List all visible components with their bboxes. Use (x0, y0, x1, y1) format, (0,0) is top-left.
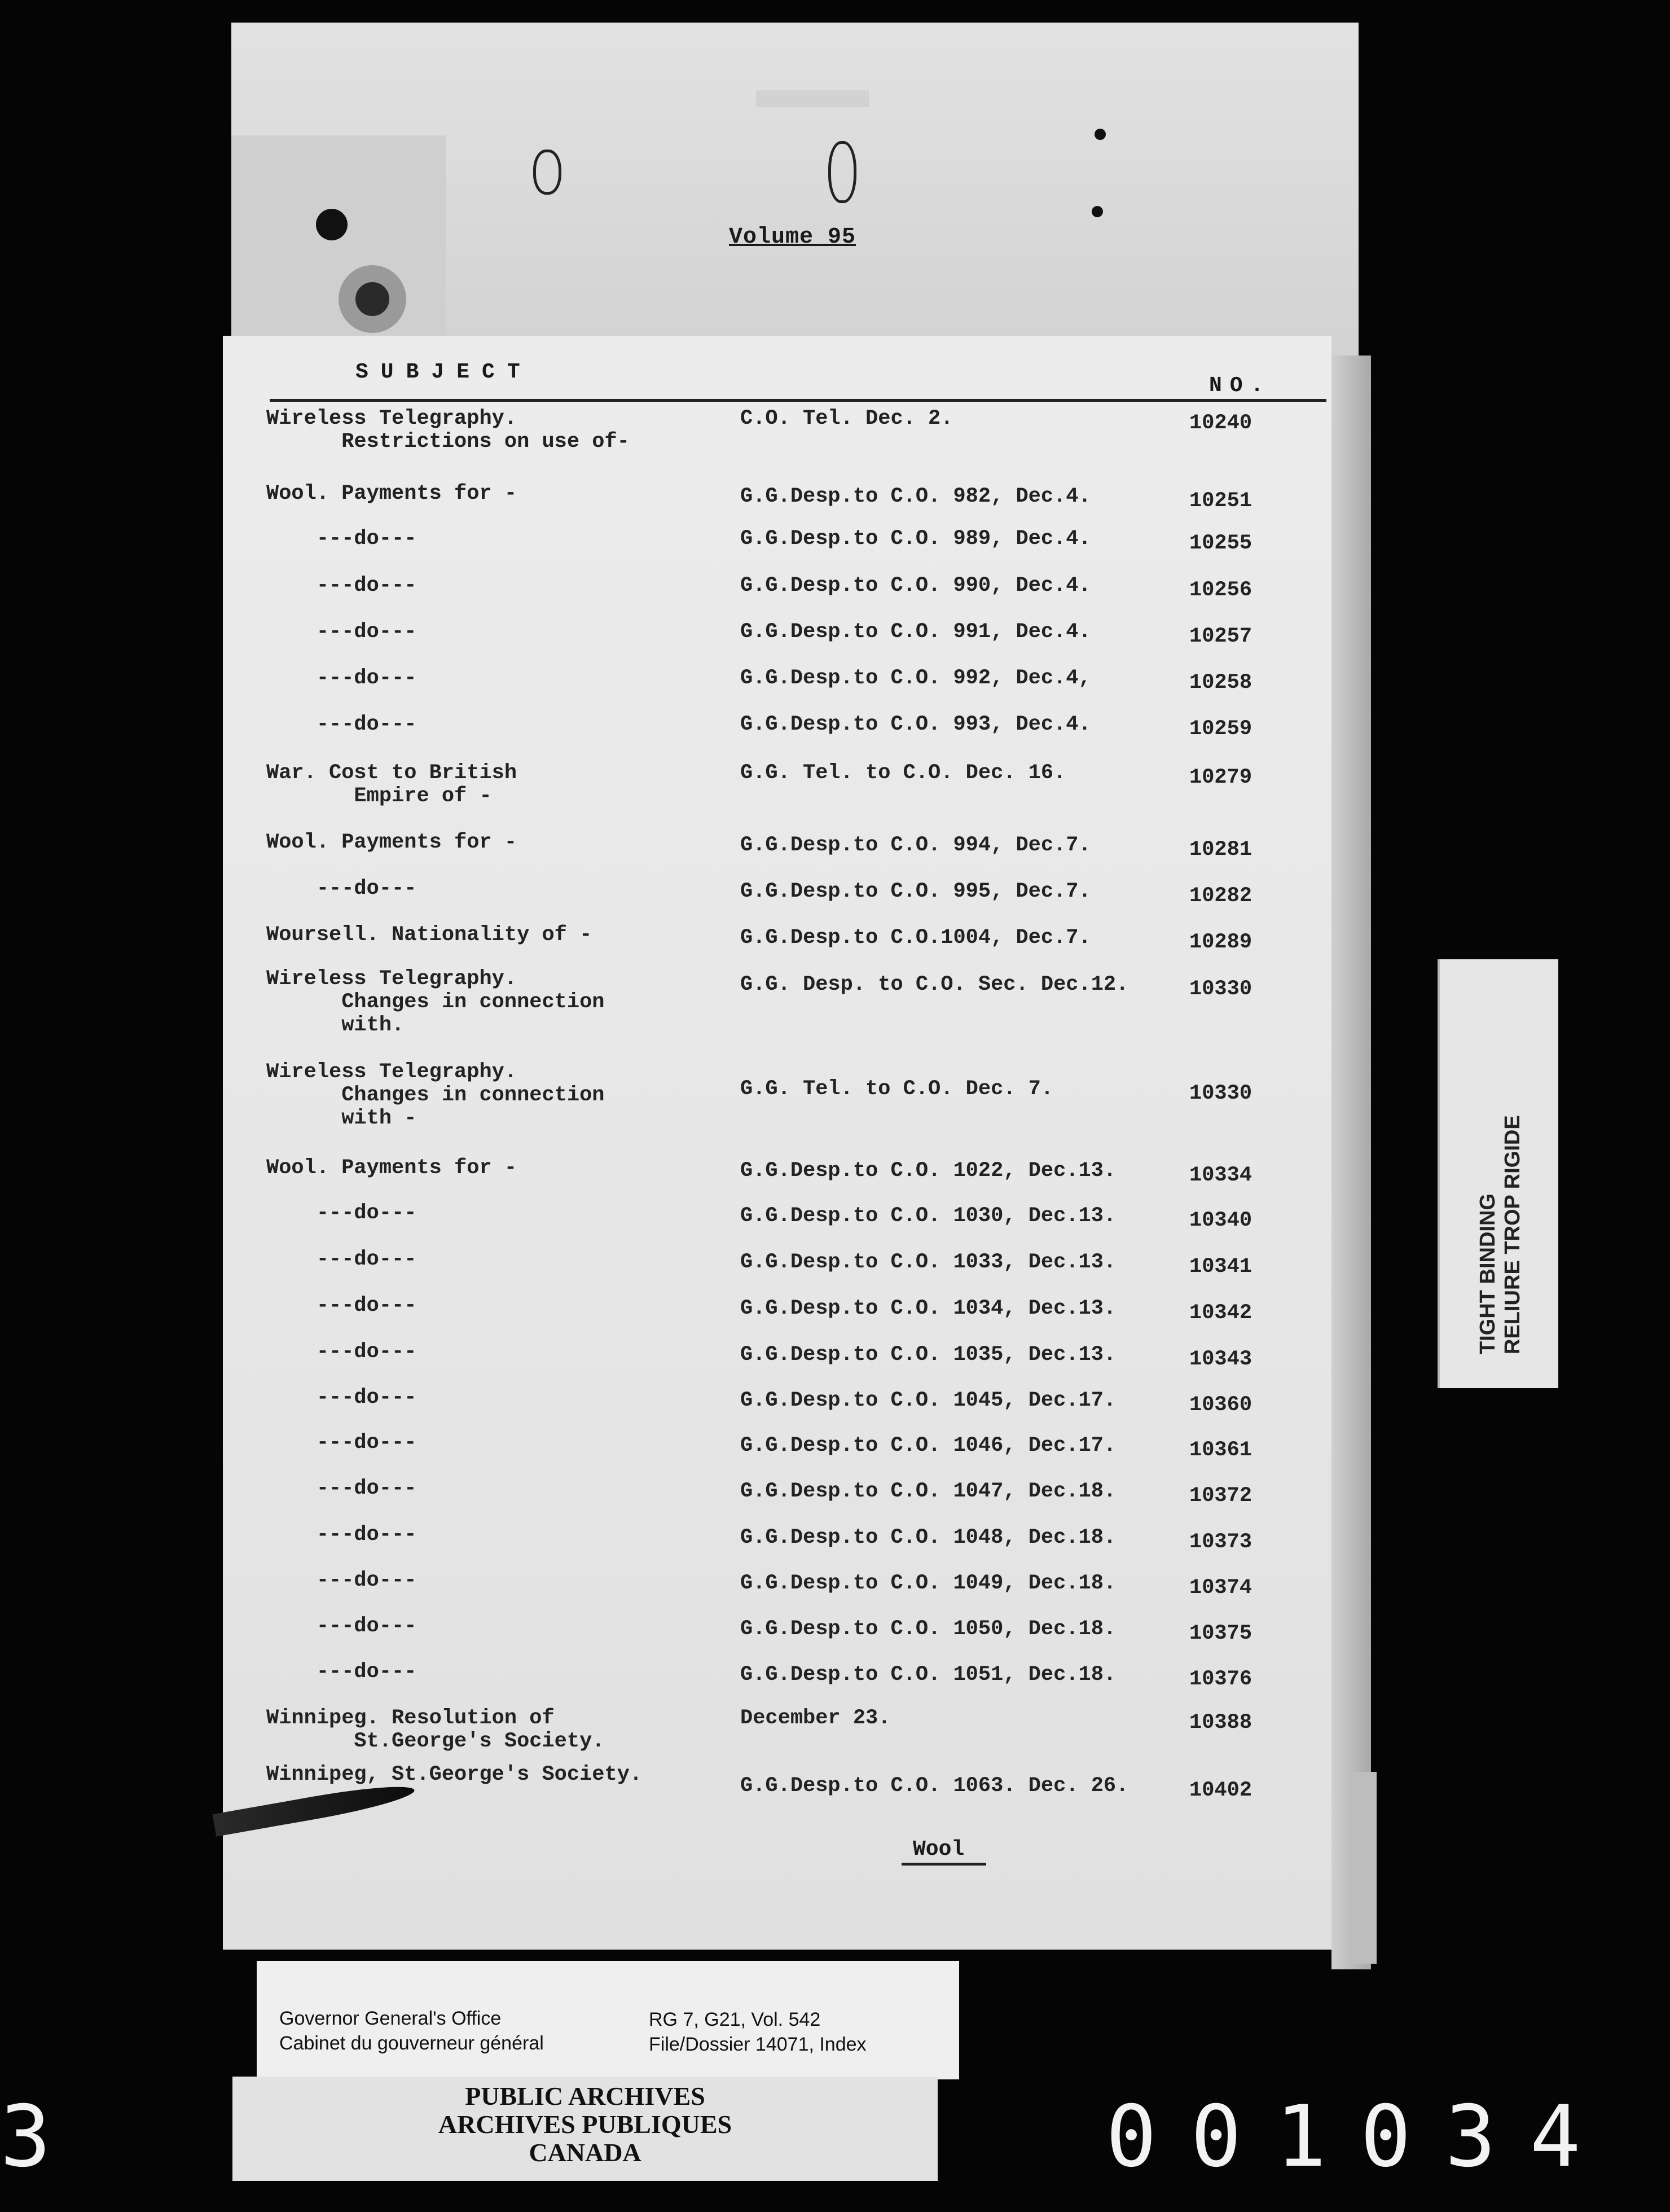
entry-number: 10373 (1189, 1530, 1252, 1554)
entry-subject: ---do--- (266, 1248, 417, 1271)
entry-subject: ---do--- (266, 620, 417, 644)
entry-number: 10375 (1189, 1622, 1252, 1645)
entry-number: 10376 (1189, 1667, 1252, 1691)
entry-number: 10388 (1189, 1711, 1252, 1735)
catchword-rule (902, 1863, 986, 1866)
entry-reference: G.G.Desp.to C.O. 1035, Dec.13. (740, 1343, 1117, 1367)
entry-reference: G.G.Desp.to C.O. 1045, Dec.17. (740, 1389, 1117, 1412)
tag-line-1: TIGHT BINDING (1476, 1193, 1500, 1354)
stamp-line-2: ARCHIVES PUBLIQUES (438, 2110, 732, 2139)
entry-reference: G.G.Desp.to C.O. 1063. Dec. 26. (740, 1774, 1129, 1798)
entry-number: 10255 (1189, 532, 1252, 555)
archive-label (257, 1961, 959, 2079)
subject-header: SUBJECT (355, 360, 533, 384)
entry-subject: ---do--- (266, 666, 417, 690)
office-en: Governor General's Office (279, 2008, 502, 2029)
entry-reference: G.G. Tel. to C.O. Dec. 7. (740, 1077, 1054, 1101)
entry-reference: G.G.Desp.to C.O. 1030, Dec.13. (740, 1204, 1117, 1228)
entry-subject: ---do--- (266, 1201, 417, 1225)
entry-reference: G.G.Desp.to C.O. 994, Dec.7. (740, 833, 1091, 857)
entry-number: 10360 (1189, 1393, 1252, 1417)
entry-reference: G.G.Desp.to C.O. 1048, Dec.18. (740, 1526, 1117, 1550)
entry-subject: ---do--- (266, 1614, 417, 1638)
entry-number: 10330 (1189, 977, 1252, 1001)
office-fr: Cabinet du gouverneur général (279, 2033, 544, 2054)
entry-subject: Wool. Payments for - (266, 482, 517, 506)
volume-title: Volume 95 (729, 225, 856, 250)
entry-reference: G.G.Desp.to C.O. 995, Dec.7. (740, 880, 1091, 903)
entry-number: 10281 (1189, 838, 1252, 862)
entry-subject: ---do--- (266, 1386, 417, 1410)
entry-number: 10259 (1189, 717, 1252, 741)
entry-number: 10342 (1189, 1301, 1252, 1325)
entry-subject: War. Cost to British Empire of - (266, 761, 517, 808)
entry-subject: Wireless Telegraphy. Changes in connection with - (266, 1060, 605, 1130)
entry-number: 10257 (1189, 625, 1252, 648)
entry-number: 10240 (1189, 411, 1252, 435)
frame-number: 001034 (1106, 2088, 1615, 2186)
entry-reference: G.G.Desp.to C.O. 1046, Dec.17. (740, 1434, 1117, 1458)
entry-subject: ---do--- (266, 1569, 417, 1592)
entry-subject: Winnipeg. Resolution of St.George's Society. (266, 1706, 605, 1753)
tight-binding-text (1475, 959, 1525, 1354)
entry-number: 10251 (1189, 489, 1252, 513)
entry-subject: ---do--- (266, 527, 417, 551)
entry-reference: G.G.Desp.to C.O. 1047, Dec.18. (740, 1480, 1117, 1503)
entry-number: 10374 (1189, 1576, 1252, 1600)
entry-number: 10402 (1189, 1779, 1252, 1802)
record-group: RG 7, G21, Vol. 542 (649, 2009, 821, 2030)
entry-reference: G.G.Desp.to C.O. 1033, Dec.13. (740, 1250, 1117, 1274)
entry-subject: ---do--- (266, 713, 417, 736)
archive-stamp (232, 2077, 938, 2181)
entry-number: 10334 (1189, 1164, 1252, 1187)
entry-reference: G.G.Desp.to C.O. 1051, Dec.18. (740, 1663, 1117, 1687)
label-reference (649, 2007, 867, 2057)
entry-reference: G.G.Desp.to C.O. 992, Dec.4, (740, 666, 1091, 690)
stamp-line-3: CANADA (529, 2138, 641, 2167)
previous-frame-digit: 3 (0, 2088, 51, 2186)
entry-number: 10289 (1189, 931, 1252, 954)
entry-reference: G.G.Desp.to C.O. 990, Dec.4. (740, 574, 1091, 598)
entry-subject: Winnipeg, St.George's Society. (266, 1763, 643, 1787)
entry-subject: ---do--- (266, 877, 417, 901)
entry-number: 10361 (1189, 1438, 1252, 1462)
entry-reference: December 23. (740, 1706, 891, 1730)
entry-subject: ---do--- (266, 1523, 417, 1547)
entry-subject: Wireless Telegraphy. Restrictions on use of- (266, 407, 630, 454)
number-header: NO. (1209, 374, 1272, 398)
entry-number: 10340 (1189, 1209, 1252, 1232)
entry-subject: ---do--- (266, 1660, 417, 1684)
entry-subject: ---do--- (266, 1294, 417, 1318)
entry-number: 10256 (1189, 578, 1252, 602)
entry-subject: ---do--- (266, 1477, 417, 1500)
entry-reference: G.G.Desp.to C.O. 1049, Dec.18. (740, 1572, 1117, 1595)
entry-number: 10372 (1189, 1484, 1252, 1508)
entry-reference: G.G.Desp.to C.O. 993, Dec.4. (740, 713, 1091, 736)
entry-number: 10343 (1189, 1348, 1252, 1371)
entry-reference: G.G.Desp.to C.O. 1022, Dec.13. (740, 1159, 1117, 1183)
entry-reference: C.O. Tel. Dec. 2. (740, 407, 953, 431)
entry-reference: G.G.Desp.to C.O. 991, Dec.4. (740, 620, 1091, 644)
entry-number: 10282 (1189, 884, 1252, 908)
catchword: Wool (913, 1837, 965, 1862)
entry-reference: G.G. Tel. to C.O. Dec. 16. (740, 761, 1066, 785)
file-dossier: File/Dossier 14071, Index (649, 2034, 867, 2055)
entry-reference: G.G. Desp. to C.O. Sec. Dec.12. (740, 973, 1129, 997)
entry-subject: Wireless Telegraphy. Changes in connection with. (266, 967, 605, 1037)
entry-reference: G.G.Desp.to C.O.1004, Dec.7. (740, 926, 1091, 950)
entry-reference: G.G.Desp.to C.O. 1034, Dec.13. (740, 1297, 1117, 1320)
entry-number: 10341 (1189, 1255, 1252, 1279)
entry-number: 10330 (1189, 1082, 1252, 1105)
entry-subject: ---do--- (266, 1431, 417, 1455)
stamp-line-1: PUBLIC ARCHIVES (465, 2082, 705, 2110)
entry-reference: G.G.Desp.to C.O. 982, Dec.4. (740, 485, 1091, 508)
entry-number: 10279 (1189, 766, 1252, 789)
entry-reference: G.G.Desp.to C.O. 1050, Dec.18. (740, 1617, 1117, 1641)
label-office (279, 2006, 544, 2056)
entry-subject: ---do--- (266, 1340, 417, 1364)
entry-subject: Wool. Payments for - (266, 1156, 517, 1180)
entry-subject: ---do--- (266, 574, 417, 598)
entry-number: 10258 (1189, 671, 1252, 695)
entry-subject: Wool. Payments for - (266, 831, 517, 854)
entry-reference: G.G.Desp.to C.O. 989, Dec.4. (740, 527, 1091, 551)
tag-line-2: RELIURE TROP RIGIDE (1501, 1115, 1524, 1354)
entry-subject: Woursell. Nationality of - (266, 923, 592, 947)
